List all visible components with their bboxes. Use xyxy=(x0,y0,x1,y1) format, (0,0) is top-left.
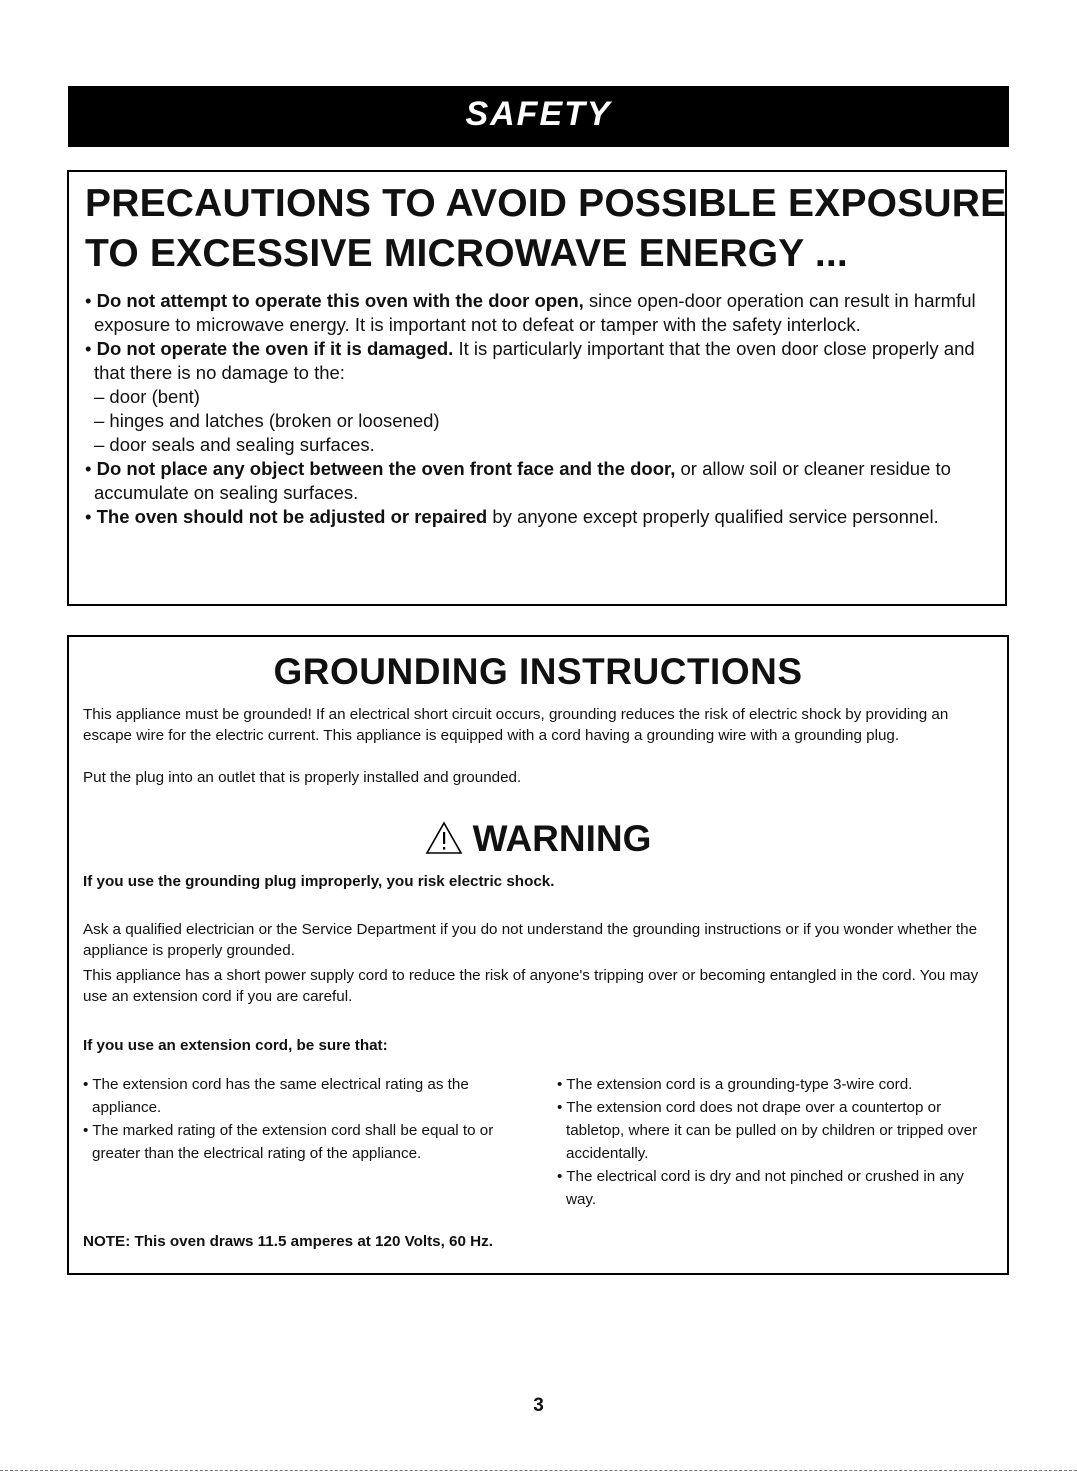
power-note: NOTE: This oven draws 11.5 amperes at 120 Volts, 60 Hz. xyxy=(83,1233,493,1250)
warning-title-row xyxy=(69,817,1007,861)
precaution-item-text: or allow soil or cleaner residue to accumulate on sealing surfaces. xyxy=(94,458,951,503)
warning-title: WARNING xyxy=(472,818,652,859)
page-number: 3 xyxy=(533,1395,544,1416)
precaution-item: • The oven should not be adjusted or repaired by anyone except properly qualified service personnel. xyxy=(85,506,939,527)
section-banner xyxy=(68,86,1009,147)
precaution-item-bold: The oven should not be adjusted or repaired xyxy=(96,506,488,527)
grounding-para-2: Put the plug into an outlet that is properly installed and grounded. xyxy=(83,769,522,786)
extension-left-list xyxy=(83,1073,528,1165)
banner-title: SAFETY xyxy=(465,95,612,133)
grounding-para-4: This appliance has a short power supply cord to reduce the risk of anyone's tripping over or becoming entangled in the cord. You may use an extension cord if you are careful. xyxy=(83,967,979,1005)
grounding-heading: GROUNDING INSTRUCTIONS xyxy=(273,651,803,692)
warning-triangle-icon xyxy=(425,821,463,855)
damage-list-item: – door seals and sealing surfaces. xyxy=(94,434,375,455)
precaution-item-bold: Do not attempt to operate this oven with the door open, xyxy=(96,290,584,311)
grounding-box xyxy=(67,635,1009,1275)
list-item: • The marked rating of the extension cord shall be equal to or greater than the electrical rating of the appliance. xyxy=(83,1122,494,1162)
extension-right-list xyxy=(557,1073,987,1211)
grounding-para-3: Ask a qualified electrician or the Service Department if you do not understand the grounding instructions or if you wonder whether the appliance is properly grounded. xyxy=(83,921,978,959)
warning-text: If you use the grounding plug improperly, you risk electric shock. xyxy=(83,873,555,890)
page-bottom-divider xyxy=(0,1470,1077,1471)
list-item: • The extension cord is a grounding-type 3-wire cord. xyxy=(557,1076,913,1093)
precautions-list xyxy=(85,289,995,529)
precaution-item-text: by anyone except properly qualified service personnel. xyxy=(487,506,939,527)
extension-cord-heading: If you use an extension cord, be sure that: xyxy=(83,1037,388,1054)
damage-list-item: – hinges and latches (broken or loosened) xyxy=(94,410,440,431)
damage-list-item: – door (bent) xyxy=(94,386,200,407)
grounding-para-1: This appliance must be grounded! If an electrical short circuit occurs, grounding reduces the risk of electric shock by providing an escape wire for the electric current. This appliance is equipped with a cord having a grounding wire with a grounding plug. xyxy=(83,706,949,744)
precautions-heading-line2: TO EXCESSIVE MICROWAVE ENERGY ... xyxy=(85,232,848,275)
precaution-item: • Do not operate the oven if it is damaged. It is particularly important that the oven door close properly and that there is no damage to the: xyxy=(85,338,975,383)
list-item: • The extension cord does not drape over a countertop or tabletop, where it can be pulled on by children or tripped over accidentally. xyxy=(557,1099,978,1162)
precaution-item-text: since open-door operation can result in harmful exposure to microwave energy. It is important not to defeat or tamper with the safety interlock. xyxy=(94,290,976,335)
precaution-item-bold: Do not place any object between the oven front face and the door, xyxy=(96,458,676,479)
list-item: • The electrical cord is dry and not pinched or crushed in any way. xyxy=(557,1168,964,1208)
list-item: • The extension cord has the same electrical rating as the appliance. xyxy=(83,1076,469,1116)
precautions-box xyxy=(67,170,1007,606)
precaution-item-text: It is particularly important that the oven door close properly and that there is no damage to the: xyxy=(94,338,975,383)
precautions-heading-line1: PRECAUTIONS TO AVOID POSSIBLE EXPOSURE xyxy=(85,182,1007,225)
precaution-item-bold: Do not operate the oven if it is damaged. xyxy=(96,338,454,359)
precaution-item: • Do not attempt to operate this oven with the door open, since open-door operation can result in harmful exposure to microwave energy. It is important not to defeat or tamper with the safety interlock. xyxy=(85,290,976,335)
precaution-item: • Do not place any object between the oven front face and the door, or allow soil or cleaner residue to accumulate on sealing surfaces. xyxy=(85,458,951,503)
